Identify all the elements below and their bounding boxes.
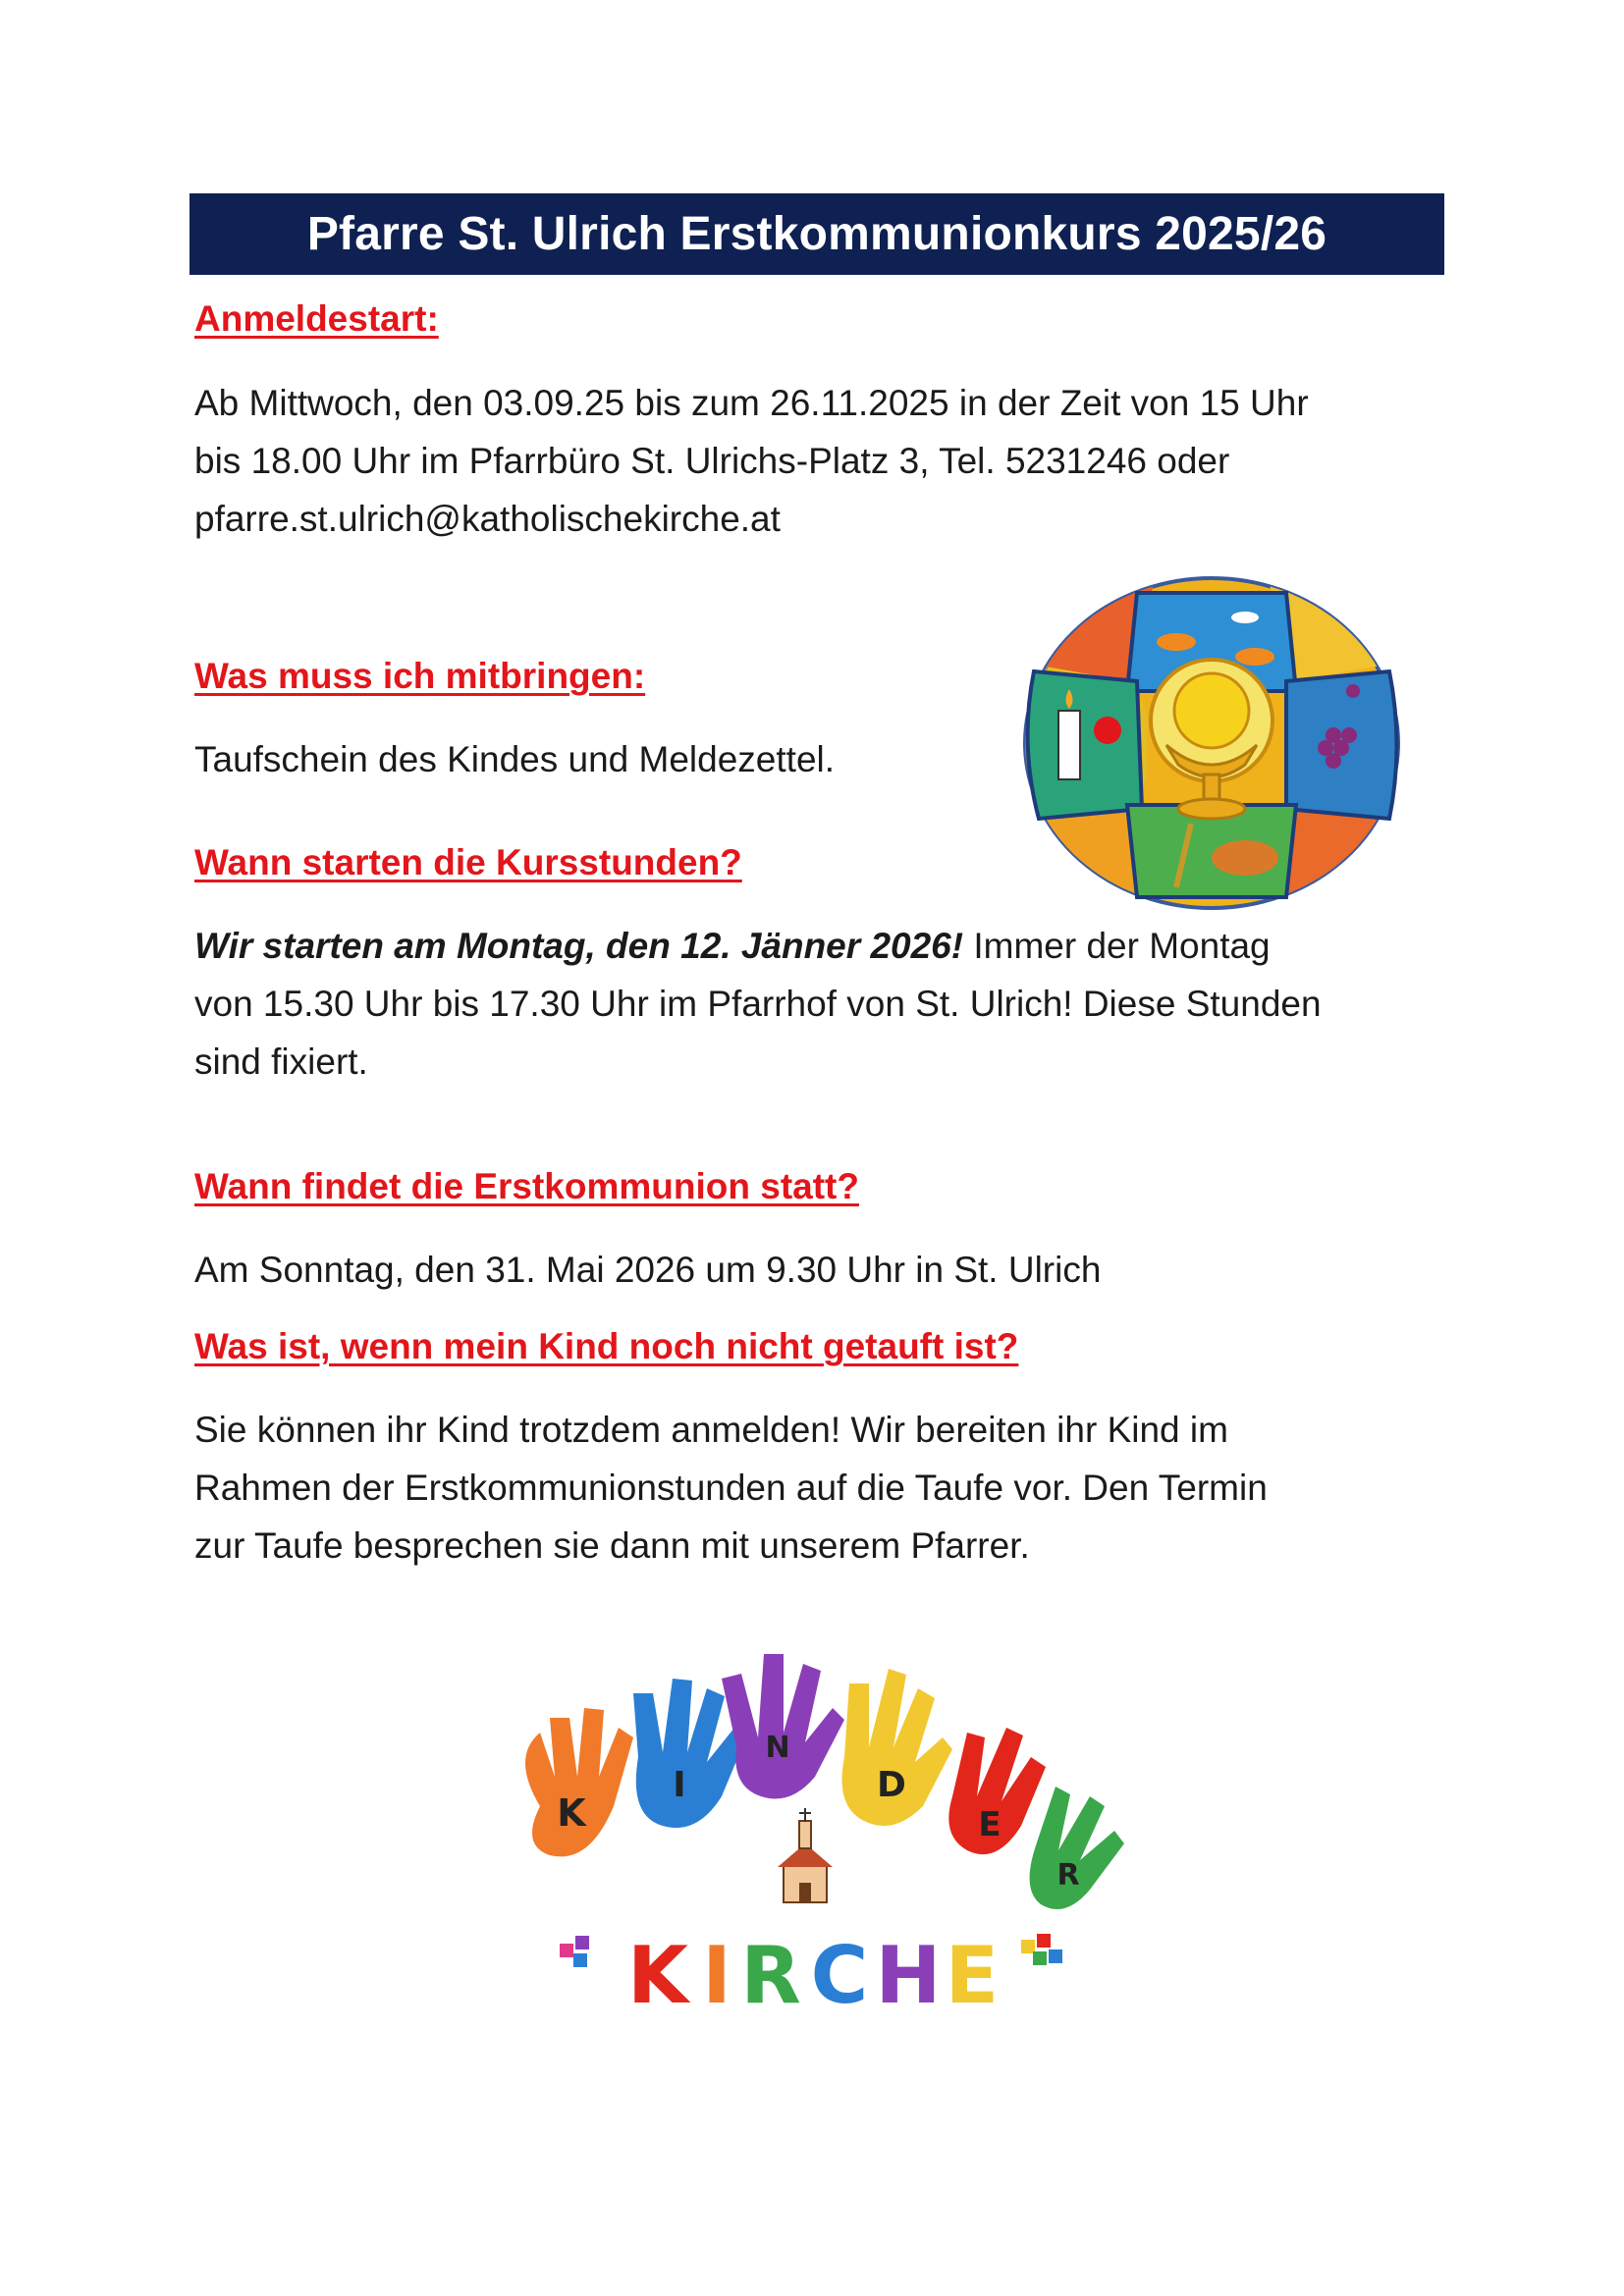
kirche-letter-h: H — [875, 1930, 942, 2021]
email-text: pfarre.st.ulrich@katholischekirche.at — [194, 499, 781, 539]
emphasis-text: Wir starten am Montag, den 12. Jänner 2026! — [194, 926, 964, 966]
text-fragment: Immer der Montag — [973, 926, 1271, 966]
communion-emblem-image — [1019, 573, 1404, 913]
hand-letter-n: N — [765, 1731, 790, 1765]
kirche-word — [627, 1930, 999, 2021]
hand-d — [842, 1669, 953, 1826]
heading-not-baptized: Was ist, wenn mein Kind noch nicht getauft ist? — [194, 1326, 1019, 1366]
registration-text — [194, 374, 1309, 548]
kirche-letter-c: C — [810, 1930, 869, 2021]
not-baptized-text — [194, 1401, 1268, 1575]
text-line: zur Taufe besprechen sie dann mit unserem Pfarrer. — [194, 1525, 1030, 1566]
kirche-letter-e: E — [945, 1930, 1000, 2021]
text-line: Sie können ihr Kind trotzdem anmelden! Wir bereiten ihr Kind im — [194, 1410, 1228, 1450]
hand-n — [722, 1654, 844, 1799]
course-start-text — [194, 917, 1322, 1091]
kirche-letter-k: K — [627, 1930, 688, 2021]
text-line: Ab Mittwoch, den 03.09.25 bis zum 26.11.2025 in der Zeit von 15 Uhr — [194, 383, 1309, 423]
text-line: Am Sonntag, den 31. Mai 2026 um 9.30 Uhr in St. Ulrich — [194, 1250, 1102, 1290]
hand-letter-r: R — [1056, 1858, 1080, 1893]
hand-e — [948, 1728, 1046, 1854]
hand-letter-k: K — [557, 1791, 586, 1835]
text-line: Rahmen der Erstkommunionstunden auf die Taufe vor. Den Termin — [194, 1468, 1268, 1508]
what-to-bring-text — [194, 730, 835, 788]
text-line: sind fixiert. — [194, 1041, 368, 1082]
hand-letter-i: I — [673, 1765, 686, 1805]
hand-r — [1030, 1787, 1124, 1909]
kinder-kirche-logo — [471, 1639, 1159, 2052]
text-line: Taufschein des Kindes und Meldezettel. — [194, 739, 836, 779]
hand-letter-d: D — [877, 1765, 906, 1805]
kirche-letter-r: R — [740, 1930, 801, 2021]
heading-course-start: Wann starten die Kursstunden? — [194, 842, 742, 882]
text-line: von 15.30 Uhr bis 17.30 Uhr im Pfarrhof von St. Ulrich! Diese Stunden — [194, 984, 1322, 1024]
kirche-letter-i: I — [702, 1930, 731, 2021]
church-icon — [778, 1808, 833, 1902]
text-line — [194, 917, 1322, 975]
communion-date-text — [194, 1241, 1101, 1299]
hand-k — [525, 1708, 633, 1856]
text-line: bis 18.00 Uhr im Pfarrbüro St. Ulrichs-Platz 3, Tel. 5231246 oder — [194, 441, 1230, 481]
heading-communion-date: Wann findet die Erstkommunion statt? — [194, 1166, 859, 1206]
puzzle-icon-left — [560, 1936, 589, 1967]
hand-letter-e: E — [978, 1805, 1001, 1844]
page-title: Pfarre St. Ulrich Erstkommunionkurs 2025/26 — [189, 193, 1444, 275]
puzzle-icon-right — [1021, 1934, 1062, 1965]
heading-what-to-bring: Was muss ich mitbringen: — [194, 656, 646, 696]
heading-registration: Anmeldestart: — [194, 298, 439, 339]
